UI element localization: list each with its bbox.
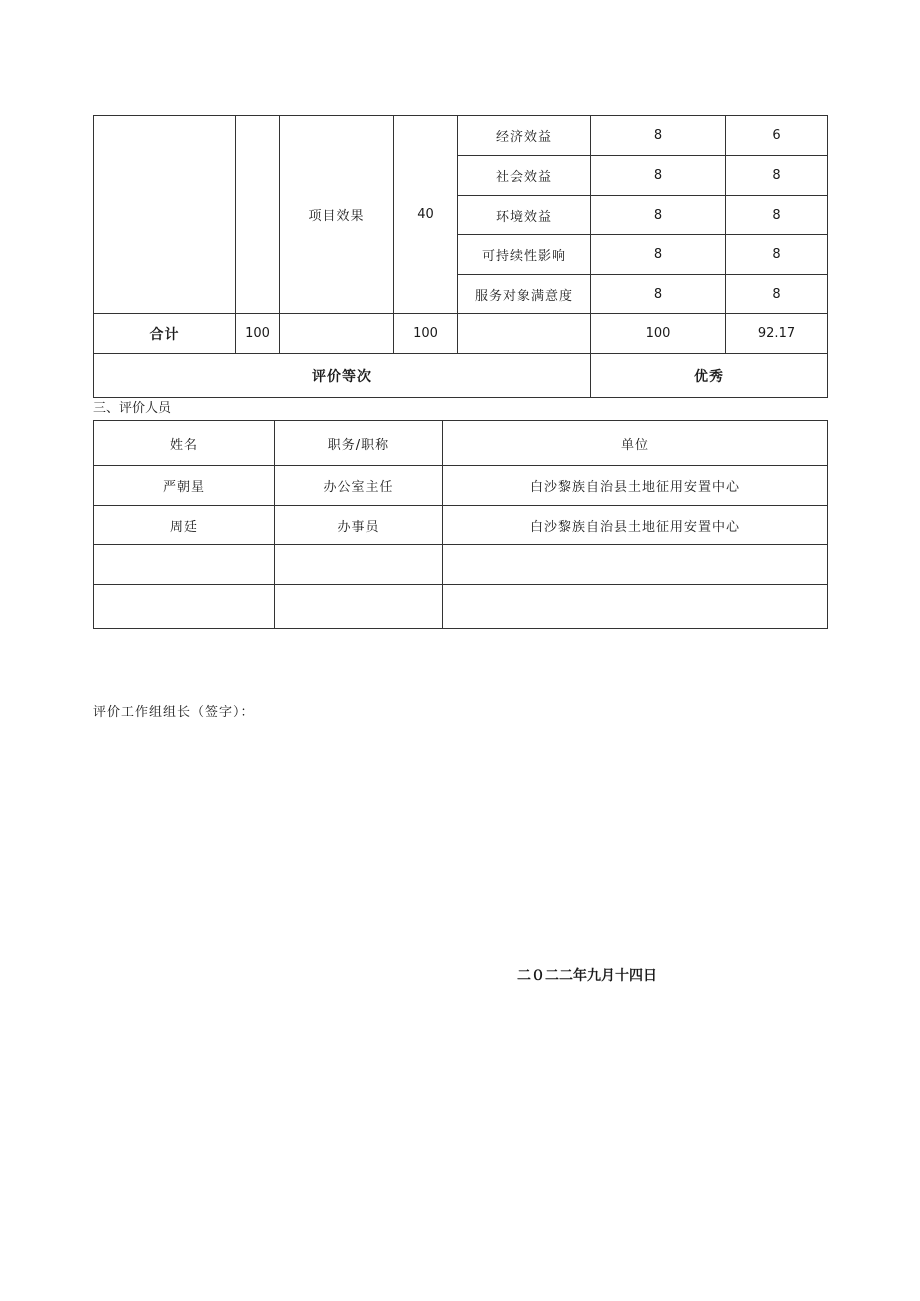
indicator-name: 服务对象满意度 bbox=[458, 275, 591, 314]
empty-cell bbox=[275, 545, 443, 585]
total-row bbox=[94, 314, 828, 354]
indicator-weight: 8 bbox=[591, 116, 726, 156]
category-label: 项目效果 bbox=[280, 116, 394, 314]
empty-cell bbox=[94, 545, 275, 585]
empty-cell bbox=[443, 585, 828, 629]
document-date: 二０二二年九月十四日 bbox=[517, 968, 657, 984]
table-row bbox=[94, 466, 828, 506]
indicator-score: 8 bbox=[726, 235, 828, 275]
indicator-name: 社会效益 bbox=[458, 156, 591, 196]
total-score: 92.17 bbox=[726, 314, 828, 354]
header-row bbox=[94, 421, 828, 466]
indicator-name: 经济效益 bbox=[458, 116, 591, 156]
table-row bbox=[94, 116, 828, 156]
grade-value: 优秀 bbox=[591, 354, 828, 398]
header-name: 姓名 bbox=[94, 421, 275, 466]
section-title: 三、评价人员 bbox=[93, 401, 172, 416]
total-weight: 100 bbox=[591, 314, 726, 354]
staff-position: 办公室主任 bbox=[275, 466, 443, 506]
staff-name: 严朝星 bbox=[94, 466, 275, 506]
total-col2: 100 bbox=[236, 314, 280, 354]
score-table bbox=[93, 115, 828, 398]
indicator-score: 8 bbox=[726, 156, 828, 196]
staff-unit: 白沙黎族自治县土地征用安置中心 bbox=[443, 506, 828, 545]
empty-cell bbox=[94, 585, 275, 629]
grade-row bbox=[94, 354, 828, 398]
table-row bbox=[94, 506, 828, 545]
indicator-weight: 8 bbox=[591, 235, 726, 275]
header-unit: 单位 bbox=[443, 421, 828, 466]
header-position: 职务/职称 bbox=[275, 421, 443, 466]
empty-cell bbox=[94, 116, 236, 314]
table-row bbox=[94, 585, 828, 629]
indicator-score: 8 bbox=[726, 275, 828, 314]
indicator-weight: 8 bbox=[591, 156, 726, 196]
indicator-weight: 8 bbox=[591, 196, 726, 235]
indicator-name: 环境效益 bbox=[458, 196, 591, 235]
staff-unit: 白沙黎族自治县土地征用安置中心 bbox=[443, 466, 828, 506]
signature-label: 评价工作组组长（签字）： bbox=[93, 705, 255, 720]
staff-name: 周廷 bbox=[94, 506, 275, 545]
total-label: 合计 bbox=[94, 314, 236, 354]
grade-label: 评价等次 bbox=[94, 354, 591, 398]
table-row bbox=[94, 545, 828, 585]
indicator-name: 可持续性影响 bbox=[458, 235, 591, 275]
empty-cell bbox=[275, 585, 443, 629]
empty-cell bbox=[443, 545, 828, 585]
indicator-weight: 8 bbox=[591, 275, 726, 314]
category-weight: 40 bbox=[394, 116, 458, 314]
indicator-score: 6 bbox=[726, 116, 828, 156]
staff-table bbox=[93, 420, 828, 629]
total-col4: 100 bbox=[394, 314, 458, 354]
empty-cell bbox=[236, 116, 280, 314]
empty-cell bbox=[280, 314, 394, 354]
indicator-score: 8 bbox=[726, 196, 828, 235]
empty-cell bbox=[458, 314, 591, 354]
staff-position: 办事员 bbox=[275, 506, 443, 545]
